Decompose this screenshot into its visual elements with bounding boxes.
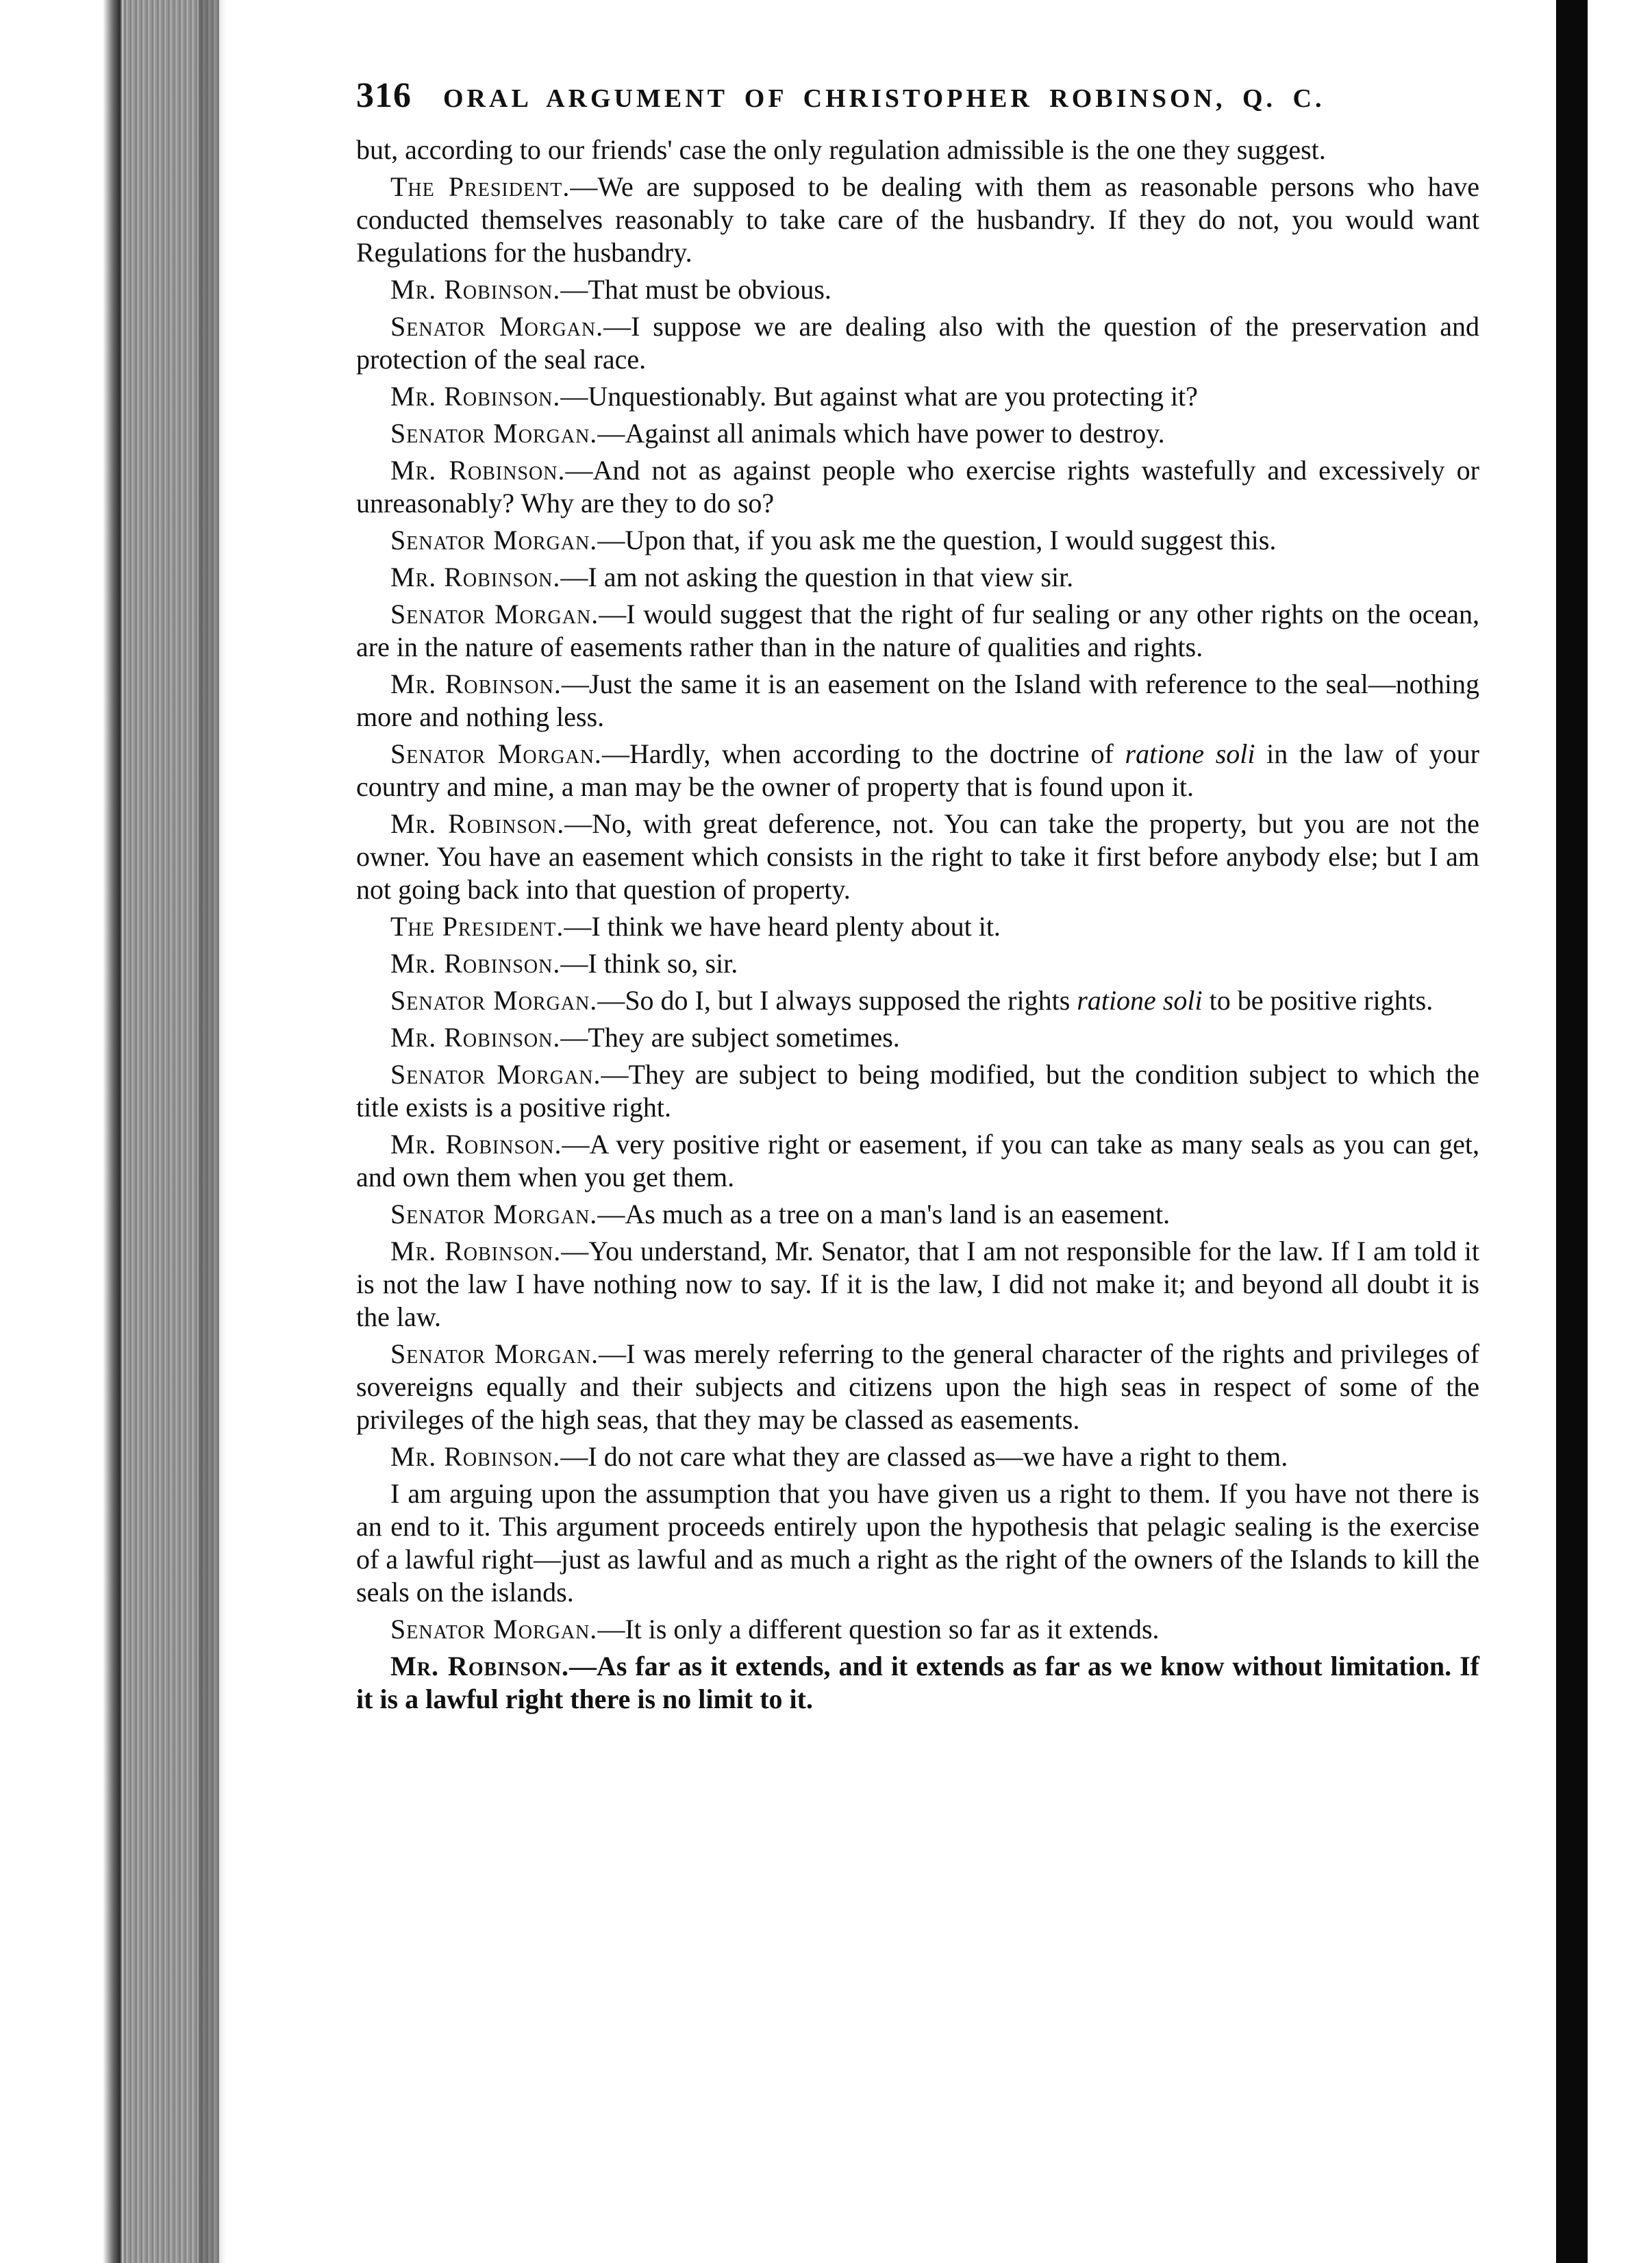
paragraph-text: —I think so, sir. — [560, 948, 738, 979]
gutter-shadow — [199, 0, 226, 2263]
dialogue-paragraph — [356, 1477, 1479, 1609]
speaker-name: Mr. Robinson. — [390, 1022, 561, 1053]
dialogue-paragraph — [356, 808, 1479, 906]
speaker-name: The President. — [390, 171, 571, 202]
paragraph-text: I am arguing upon the assumption that you have given us a right to them. If you have not there is an end to it. This argument proceeds entirely upon the hypothesis that pelagic sealing is the exercise of a lawful right—just as lawful and as much a right as the right of the owners of the Islands to kill the seals on the islands. — [356, 1478, 1479, 1608]
book-page — [356, 75, 1479, 1720]
scan-left-edge — [0, 0, 123, 2263]
dialogue-paragraph — [356, 380, 1479, 413]
speaker-name: Mr. Robinson. — [390, 562, 561, 592]
dialogue-paragraph — [356, 668, 1479, 734]
dialogue-paragraph — [356, 1021, 1479, 1054]
dialogue-paragraph — [356, 417, 1479, 450]
speaker-name: Mr. Robinson. — [390, 1236, 562, 1266]
paragraph-text: —I do not care what they are classed as—we have a right to them. — [560, 1441, 1288, 1472]
scan-right-margin — [1588, 0, 1652, 2263]
paragraph-text: —They are subject sometimes. — [560, 1022, 900, 1053]
paragraph-text: but, according to our friends' case the only regulation admissible is the one they suggest. — [356, 134, 1326, 165]
paragraph-text: —It is only a different question so far as it extends. — [597, 1614, 1160, 1645]
page-number: 316 — [356, 76, 412, 115]
paragraph-text: —They are subject to being modified, but the condition subject to which the title exists is a positive right. — [356, 1059, 1479, 1123]
dialogue-paragraph — [356, 598, 1479, 664]
speaker-name: Mr. Robinson. — [390, 455, 566, 486]
speaker-name: The President. — [390, 911, 564, 942]
paragraph-text: —And not as against people who exercise rights wastefully and excessively or unreasonably? Why are they to do so? — [356, 455, 1479, 518]
speaker-name: Senator Morgan. — [390, 985, 598, 1016]
speaker-name: Mr. Robinson. — [390, 948, 561, 979]
dialogue-paragraph — [356, 947, 1479, 980]
paragraph-text: —You understand, Mr. Senator, that I am not responsible for the law. If I am told it is not the law I have nothing now to say. If it is the law, I did not make it; and beyond all doubt it is the law. — [356, 1236, 1479, 1332]
paragraph-text: —No, with great deference, not. You can take the property, but you are not the owner. You have an easement which consists in the right to take it first before anybody else; but I am not going back into that question of property. — [356, 808, 1479, 905]
speaker-name: Mr. Robinson. — [390, 1651, 569, 1681]
paragraph-text: —Unquestionably. But against what are you protecting it? — [560, 381, 1198, 412]
paragraph-text: —So do I, but I always supposed the rights — [597, 985, 1077, 1016]
dialogue-paragraph — [356, 1613, 1479, 1646]
dialogue-paragraph — [356, 1128, 1479, 1194]
speaker-name: Mr. Robinson. — [390, 668, 562, 699]
speaker-name: Senator Morgan. — [390, 525, 598, 555]
paragraph-text: —I suppose we are dealing also with the question of the preservation and protection of the seal race. — [356, 311, 1479, 375]
running-head: ORAL ARGUMENT OF CHRISTOPHER ROBINSON, Q. C. — [443, 84, 1325, 113]
speaker-name: Mr. Robinson. — [390, 274, 561, 305]
dialogue-paragraph — [356, 561, 1479, 594]
dialogue-paragraph — [356, 1058, 1479, 1124]
speaker-name: Mr. Robinson. — [390, 808, 565, 839]
paragraph-text: —Just the same it is an easement on the Island with reference to the seal—nothing more and nothing less. — [356, 668, 1479, 732]
speaker-name: Mr. Robinson. — [390, 381, 561, 412]
speaker-name: Senator Morgan. — [390, 1199, 598, 1229]
dialogue-paragraph — [356, 1198, 1479, 1231]
paragraph-text: —As much as a tree on a man's land is an easement. — [597, 1199, 1171, 1229]
paragraph-text: —We are supposed to be dealing with them as reasonable persons who have conducted themselves reasonably to take care of the husbandry. If they do not, you would want Regulations for the husbandry. — [356, 171, 1479, 268]
dialogue-paragraph — [356, 1440, 1479, 1473]
speaker-name: Senator Morgan. — [390, 599, 599, 629]
speaker-name: Senator Morgan. — [390, 1059, 601, 1090]
paragraph-text: —I was merely referring to the general character of the rights and privileges of sovereigns equally and their subjects and citizens upon the high seas in respect of some of the privileges of the high seas, that they may be classed as easements. — [356, 1338, 1479, 1435]
page-header — [356, 75, 1479, 116]
paragraph-text: —A very positive right or easement, if you can take as many seals as you can get, and own them when you get them. — [356, 1129, 1479, 1192]
speaker-name: Senator Morgan. — [390, 1338, 599, 1369]
paragraph-text: —As far as it extends, and it extends as far as we know without limitation. If it is a lawful right there is no limit to it. — [356, 1651, 1479, 1714]
dialogue-paragraph — [356, 984, 1479, 1017]
speaker-name: Senator Morgan. — [390, 418, 598, 449]
latin-phrase: ratione soli — [1077, 985, 1203, 1016]
paragraph-text: —That must be obvious. — [560, 274, 831, 305]
dialogue-paragraph — [356, 524, 1479, 557]
speaker-name: Senator Morgan. — [390, 1614, 598, 1645]
paragraph-text: —I would suggest that the right of fur sealing or any other rights on the ocean, are in the nature of easements rather than in the nature of qualities and rights. — [356, 599, 1479, 662]
paragraph-text: to be positive rights. — [1202, 985, 1434, 1016]
dialogue-paragraph — [356, 1235, 1479, 1334]
dialogue-paragraph — [356, 134, 1479, 166]
paragraph-text: —I think we have heard plenty about it. — [564, 911, 1001, 942]
paragraph-text: —Upon that, if you ask me the question, I would suggest this. — [597, 525, 1277, 555]
dialogue-paragraph — [356, 310, 1479, 376]
paragraph-text: in the law of your country and mine, a man may be the owner of property that is found upon it. — [356, 738, 1480, 802]
paragraph-text: —I am not asking the question in that view sir. — [560, 562, 1074, 592]
dialogue-paragraph — [356, 273, 1479, 306]
dialogue-paragraph — [356, 910, 1479, 943]
paragraph-text: —Against all animals which have power to destroy. — [597, 418, 1165, 449]
speaker-name: Senator Morgan. — [390, 311, 604, 342]
scan-right-border — [1556, 0, 1588, 2263]
speaker-name: Mr. Robinson. — [390, 1129, 562, 1160]
dialogue-paragraph — [356, 1650, 1479, 1716]
speaker-name: Mr. Robinson. — [390, 1441, 561, 1472]
dialogue-paragraph — [356, 738, 1479, 803]
page-body — [356, 134, 1479, 1716]
dialogue-paragraph — [356, 1338, 1479, 1436]
dialogue-paragraph — [356, 454, 1479, 520]
latin-phrase: ratione soli — [1125, 738, 1255, 769]
speaker-name: Senator Morgan. — [390, 738, 602, 769]
dialogue-paragraph — [356, 171, 1479, 269]
paragraph-text: —Hardly, when according to the doctrine of — [601, 738, 1125, 769]
